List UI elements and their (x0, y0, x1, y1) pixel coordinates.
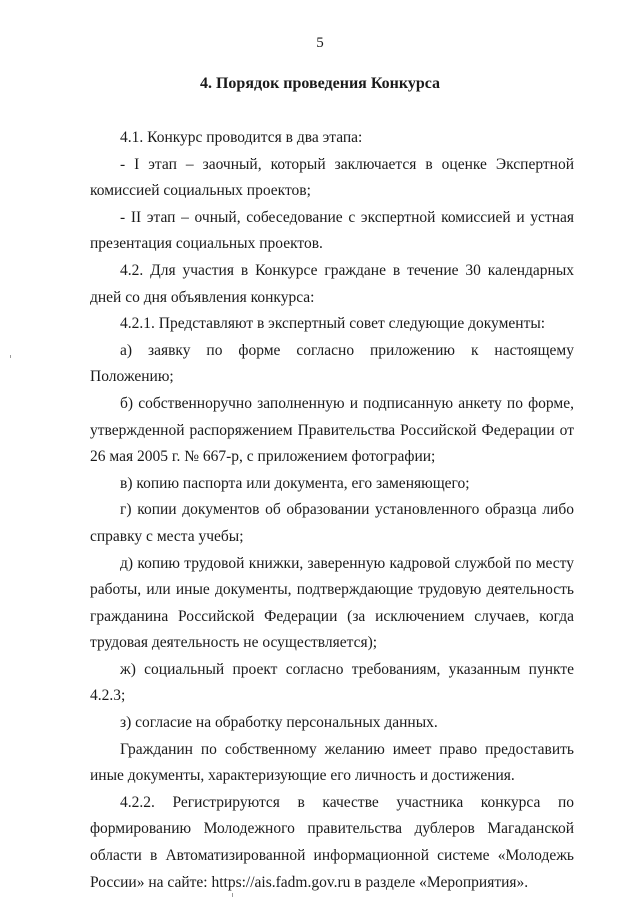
list-item-z: з) согласие на обработку персональных данных. (120, 714, 438, 732)
paragraph-additional-documents: Гражданин по собственному желанию имеет право предоставить иные документы, характеризующие его личность и достижения. (90, 740, 574, 785)
list-item-d: д) копию трудовой книжки, заверенную кадровой службой по месту работы, или иные документы, подтверждающие трудовую деятельность гражданина Российской Федерации (за исключением случаев, когда трудовая деятельность не осуществляется); (90, 554, 574, 652)
list-item-v: в) копию паспорта или документа, его заменяющего; (120, 474, 470, 492)
paragraph-4-1: 4.1. Конкурс проводится в два этапа: (120, 129, 363, 146)
paragraph-stage-2: - II этап – очный, собеседование с экспертной комиссией и устная презентация социальных проектов. (90, 208, 574, 253)
list-item-a: а) заявку по форме согласно приложению к настоящему Положению; (90, 341, 574, 386)
paragraph-stage-1: - I этап – заочный, который заключается в оценке Экспертной комиссией социальных проектов; (90, 155, 574, 200)
document-body (90, 125, 574, 896)
scan-artifact-left (10, 355, 11, 358)
page-number: 5 (316, 35, 324, 51)
scan-artifact-bottom (232, 893, 233, 897)
paragraph-4-2-2: 4.2.2. Регистрируются в качестве участника конкурса по формированию Молодежного правительства дублеров Магаданской области в Автоматизированной информационной системе «Молодежь России» на сайте: https://ais.fadm.gov.ru в разделе «Мероприятия». (90, 793, 574, 891)
paragraph-4-2: 4.2. Для участия в Конкурсе граждане в течение 30 календарных дней со дня объявления конкурса: (90, 261, 574, 306)
list-item-b: б) собственноручно заполненную и подписанную анкету по форме, утвержденной распоряжением Правительства Российской Федерации от 26 мая 2005 г. № 667-р, с приложением фотографии; (90, 394, 574, 466)
section-heading: 4. Порядок проведения Конкурса (199, 75, 441, 92)
paragraph-4-2-1: 4.2.1. Представляют в экспертный совет следующие документы: (120, 315, 546, 333)
list-item-g: г) копии документов об образовании установленного образца либо справку с места учебы; (90, 501, 574, 545)
list-item-zh: ж) социальный проект согласно требованиям, указанным пункте 4.2.3; (90, 660, 574, 705)
